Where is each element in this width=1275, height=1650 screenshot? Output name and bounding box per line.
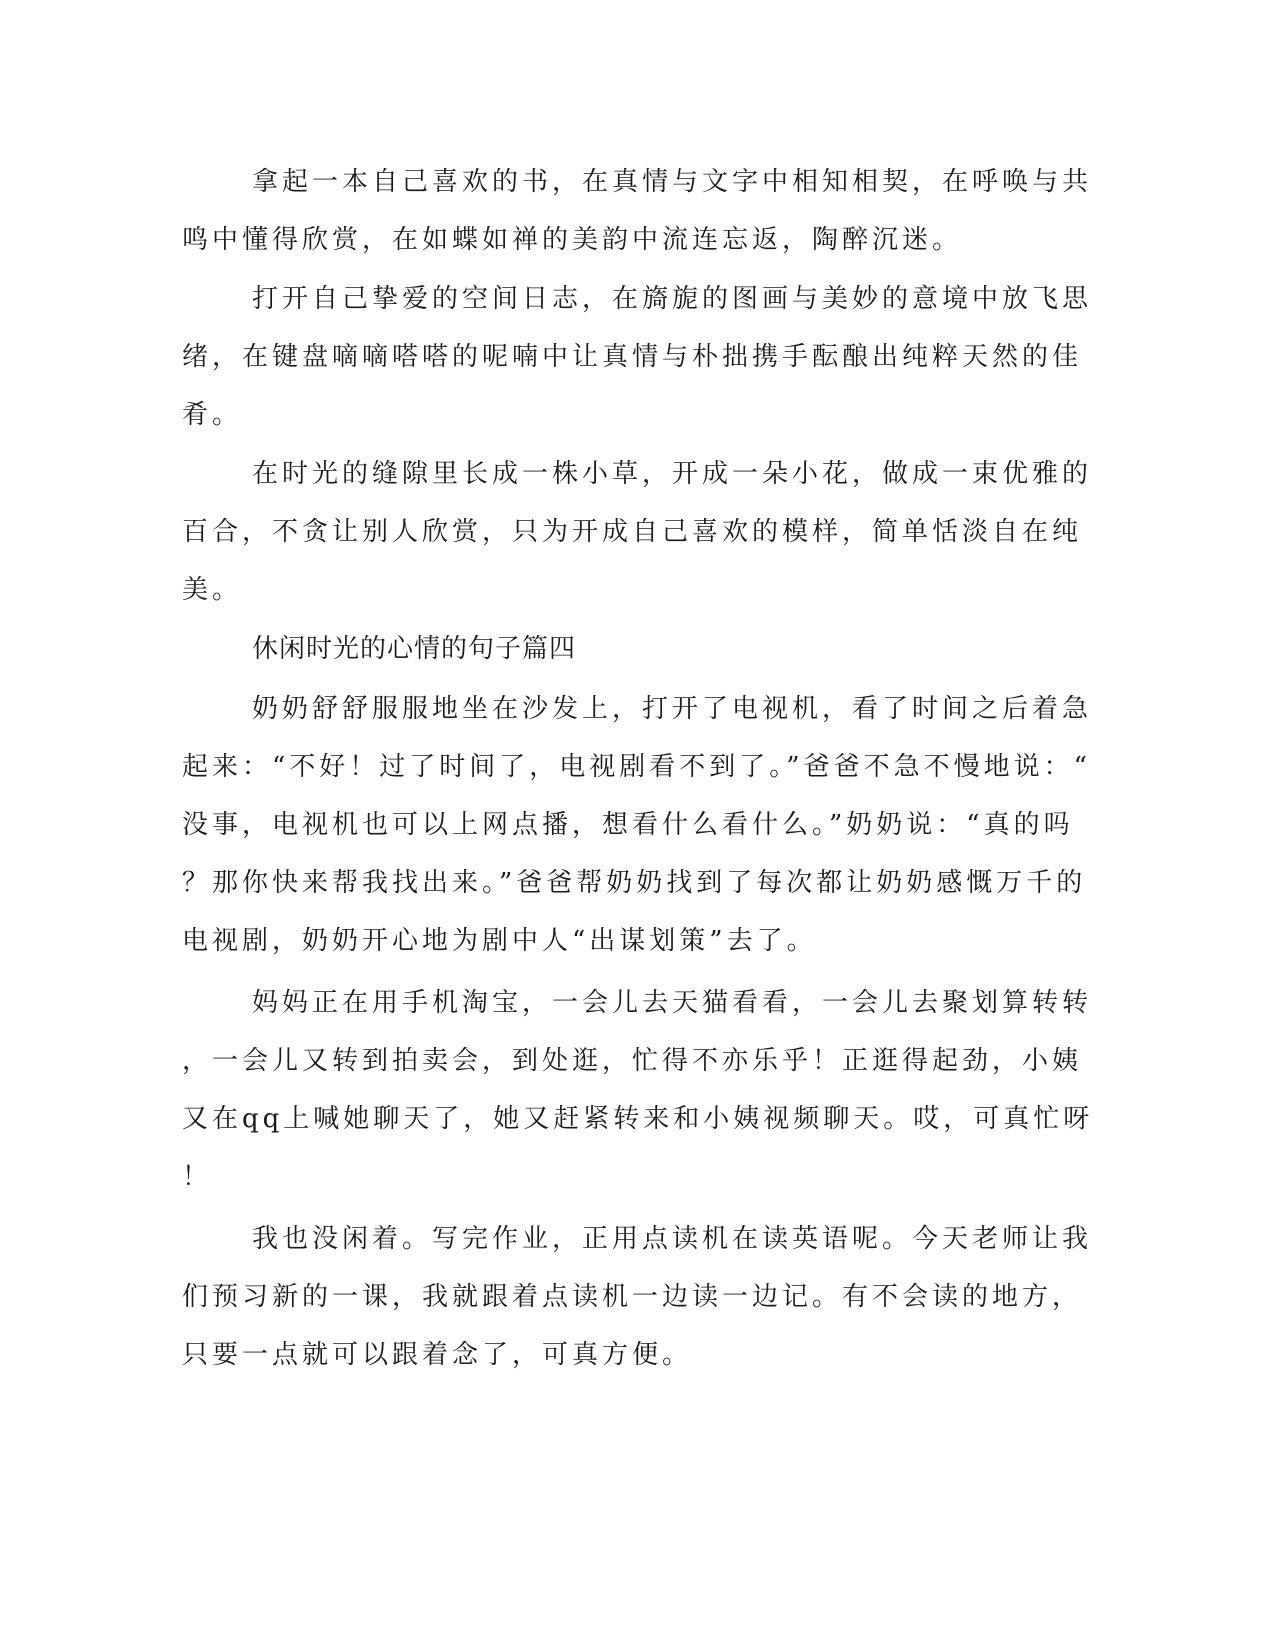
text-line: 鸣中懂得欣赏，在如蝶如禅的美韵中流连忘返，陶醉沉迷。 — [182, 225, 963, 255]
text-line: 妈妈正在用手机淘宝，一会儿去天猫看看，一会儿去聚划算转转 — [252, 988, 1093, 1018]
paragraph-mom-shopping — [182, 974, 1094, 1206]
text-line: 我也没闲着。写完作业，正用点读机在读英语呢。今天老师让我 — [252, 1224, 1093, 1254]
text-line: 美。 — [182, 575, 243, 605]
text-line: 绪，在键盘嘀嘀嗒嗒的呢喃中让真情与朴拙携手酝酿出纯粹天然的佳 — [182, 342, 1083, 372]
paragraph-grandma-tv — [182, 680, 1093, 970]
text-line: ？那你快来帮我找出来。”爸爸帮奶奶找到了每次都让奶奶感慨万千的 — [182, 868, 1087, 898]
text-line: 没事，电视机也可以上网点播，想看什么看什么。”奶奶说：“真的吗 — [182, 810, 1074, 840]
text-line: 打开自己挚爱的空间日志，在旖旎的图画与美妙的意境中放飞思 — [252, 284, 1093, 314]
text-line: 只要一点就可以跟着念了，可真方便。 — [182, 1340, 693, 1370]
paragraph-time-gap — [182, 445, 1093, 619]
heading-text: 休闲时光的心情的句子篇四 — [252, 634, 577, 664]
text-line: 们预习新的一课，我就跟着点读机一边读一边记。有不会读的地方， — [182, 1282, 1083, 1312]
text-line: 百合，不贪让别人欣赏，只为开成自己喜欢的模样，简单恬淡自在纯 — [182, 517, 1083, 547]
text-line: 肴。 — [182, 400, 243, 430]
paragraph-reading-books — [182, 153, 1093, 269]
text-line: ，一会儿又转到拍卖会，到处逛，忙得不亦乐乎！正逛得起劲，小姨 — [182, 1046, 1083, 1076]
paragraph-me-studying — [182, 1210, 1093, 1384]
text-line: ！ — [182, 1162, 213, 1192]
text-line: 起来：“不好！过了时间了，电视剧看不到了。”爸爸不急不慢地说：“ — [182, 752, 1091, 782]
text-line: 电视剧，奶奶开心地为剧中人“出谋划策”去了。 — [182, 926, 817, 956]
text-line: 拿起一本自己喜欢的书，在真情与文字中相知相契，在呼唤与共 — [252, 167, 1093, 197]
section-heading — [182, 620, 1042, 678]
text-line: 又在qq上喊她聊天了，她又赶紧转来和小姨视频聊天。哎，可真忙呀 — [182, 1104, 1094, 1134]
paragraph-space-diary — [182, 270, 1093, 444]
text-line: 在时光的缝隙里长成一株小草，开成一朵小花，做成一束优雅的 — [252, 459, 1093, 489]
text-line: 奶奶舒舒服服地坐在沙发上，打开了电视机，看了时间之后着急 — [252, 694, 1093, 724]
